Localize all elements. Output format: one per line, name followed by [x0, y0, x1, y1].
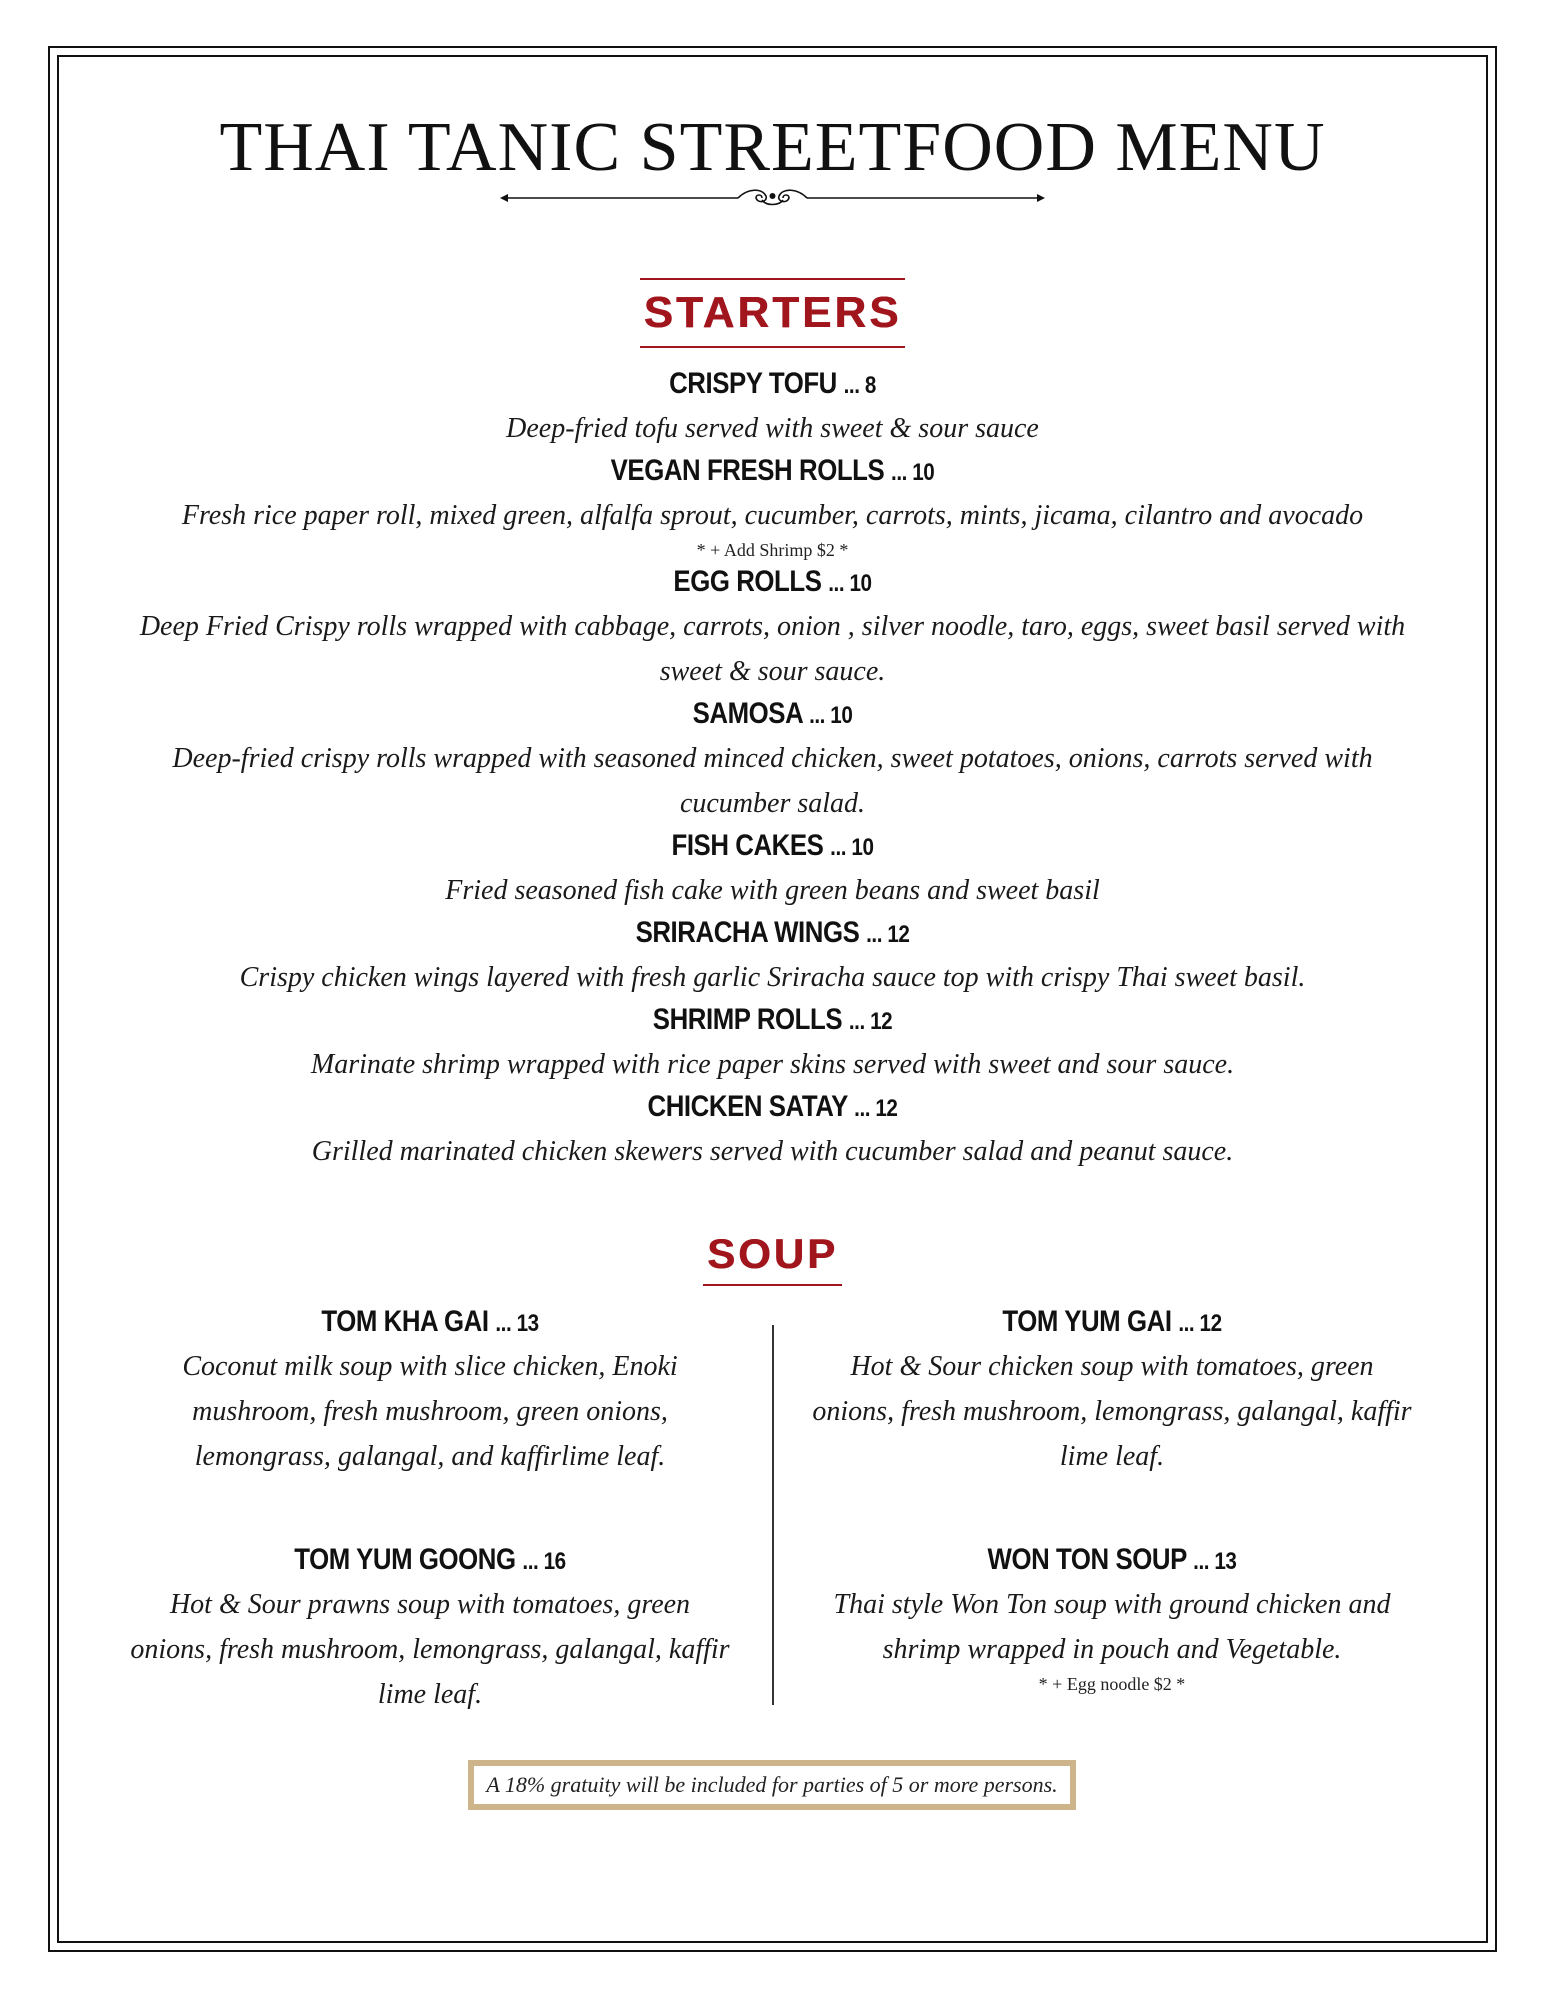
- item-price: ... 16: [522, 1548, 566, 1575]
- item-price: ... 10: [830, 834, 874, 861]
- menu-item: [120, 562, 1425, 694]
- item-price: ... 13: [495, 1310, 539, 1337]
- item-price: ... 12: [1178, 1310, 1222, 1337]
- item-price: ... 12: [854, 1095, 898, 1122]
- menu-item: [130, 1302, 730, 1479]
- item-heading: [211, 1087, 1333, 1129]
- item-description: Fried seasoned fish cake with green beans and sweet basil: [445, 875, 1100, 906]
- item-name: CHICKEN SATAY: [647, 1090, 848, 1123]
- item-price: ... 10: [891, 459, 935, 486]
- item-description: Thai style Won Ton soup with ground chicken and shrimp wrapped in pouch and Vegetable.: [833, 1589, 1391, 1665]
- item-name: TOM YUM GOONG: [294, 1543, 516, 1576]
- item-heading: [854, 1540, 1370, 1582]
- item-description: Grilled marinated chicken skewers served with cucumber salad and peanut sauce.: [311, 1136, 1234, 1167]
- item-price: ... 13: [1193, 1548, 1237, 1575]
- menu-item: [120, 826, 1425, 913]
- starters-heading-wrap: [0, 278, 1545, 348]
- gratuity-note: A 18% gratuity will be included for parties of 5 or more persons.: [468, 1760, 1076, 1810]
- item-description: Marinate shrimp wrapped with rice paper skins served with sweet and sour sauce.: [310, 1049, 1235, 1080]
- menu-item: [120, 364, 1425, 451]
- item-name: FISH CAKES: [671, 829, 824, 862]
- item-heading: [854, 1302, 1370, 1344]
- menu-item: [120, 694, 1425, 826]
- item-heading: [211, 364, 1333, 406]
- soup-heading: SOUP: [703, 1228, 842, 1286]
- item-description: Crispy chicken wings layered with fresh garlic Sriracha sauce top with crispy Thai sweet basil.: [239, 962, 1306, 993]
- item-heading: [211, 826, 1333, 868]
- item-price: ... 8: [843, 372, 876, 399]
- item-price: ... 12: [848, 1008, 893, 1035]
- soup-column-divider: [772, 1325, 774, 1705]
- item-addon-note: * + Egg noodle $2 *: [1038, 1674, 1186, 1694]
- item-name: SHRIMP ROLLS: [652, 1003, 843, 1036]
- menu-item: [120, 451, 1425, 562]
- scroll-ornament-icon: [500, 186, 1045, 210]
- menu-item: [120, 1000, 1425, 1087]
- item-name: SAMOSA: [692, 697, 803, 730]
- item-heading: [211, 562, 1333, 604]
- item-description: Hot & Sour prawns soup with tomatoes, green onions, fresh mushroom, lemongrass, galangal, kaffir lime leaf.: [130, 1589, 730, 1710]
- item-price: ... 10: [809, 702, 853, 729]
- item-name: TOM YUM GAI: [1002, 1305, 1172, 1338]
- menu-title: THAI TANIC STREETFOOD MENU: [219, 109, 1326, 186]
- item-name: CRISPY TOFU: [669, 367, 837, 400]
- menu-item: [812, 1540, 1412, 1696]
- item-description: Deep-fried crispy rolls wrapped with seasoned minced chicken, sweet potatoes, onions, carrots served with cucumber salad.: [172, 743, 1373, 819]
- item-description: Coconut milk soup with slice chicken, Enoki mushroom, fresh mushroom, green onions, lemongrass, galangal, and kaffirlime leaf.: [182, 1351, 678, 1472]
- menu-item: [812, 1302, 1412, 1479]
- item-heading: [172, 1302, 688, 1344]
- item-name: WON TON SOUP: [987, 1543, 1187, 1576]
- starters-list: [120, 364, 1425, 1174]
- item-heading: [211, 694, 1333, 736]
- item-description: Hot & Sour chicken soup with tomatoes, green onions, fresh mushroom, lemongrass, galangal, kaffir lime leaf.: [812, 1351, 1412, 1472]
- item-name: EGG ROLLS: [673, 565, 822, 598]
- item-heading: [211, 913, 1333, 955]
- menu-item: [120, 913, 1425, 1000]
- item-price: ... 12: [866, 921, 910, 948]
- item-heading: [172, 1540, 688, 1582]
- menu-item: [130, 1540, 730, 1717]
- item-heading: [211, 1000, 1333, 1042]
- soup-heading-wrap: [0, 1228, 1545, 1286]
- item-price: ... 10: [828, 570, 872, 597]
- item-addon-note: * + Add Shrimp $2 *: [696, 540, 849, 560]
- item-name: TOM KHA GAI: [321, 1305, 489, 1338]
- item-description: Deep Fried Crispy rolls wrapped with cabbage, carrots, onion , silver noodle, taro, eggs, sweet basil served with sweet & sour sauce.: [139, 611, 1406, 687]
- item-heading: [211, 451, 1333, 493]
- item-name: VEGAN FRESH ROLLS: [610, 454, 885, 487]
- item-description: Fresh rice paper roll, mixed green, alfalfa sprout, cucumber, carrots, mints, jicama, cilantro and avocado: [181, 500, 1364, 531]
- item-name: SRIRACHA WINGS: [635, 916, 860, 949]
- item-description: Deep-fried tofu served with sweet & sour sauce: [506, 413, 1039, 444]
- menu-item: [120, 1087, 1425, 1174]
- starters-heading: STARTERS: [640, 278, 906, 348]
